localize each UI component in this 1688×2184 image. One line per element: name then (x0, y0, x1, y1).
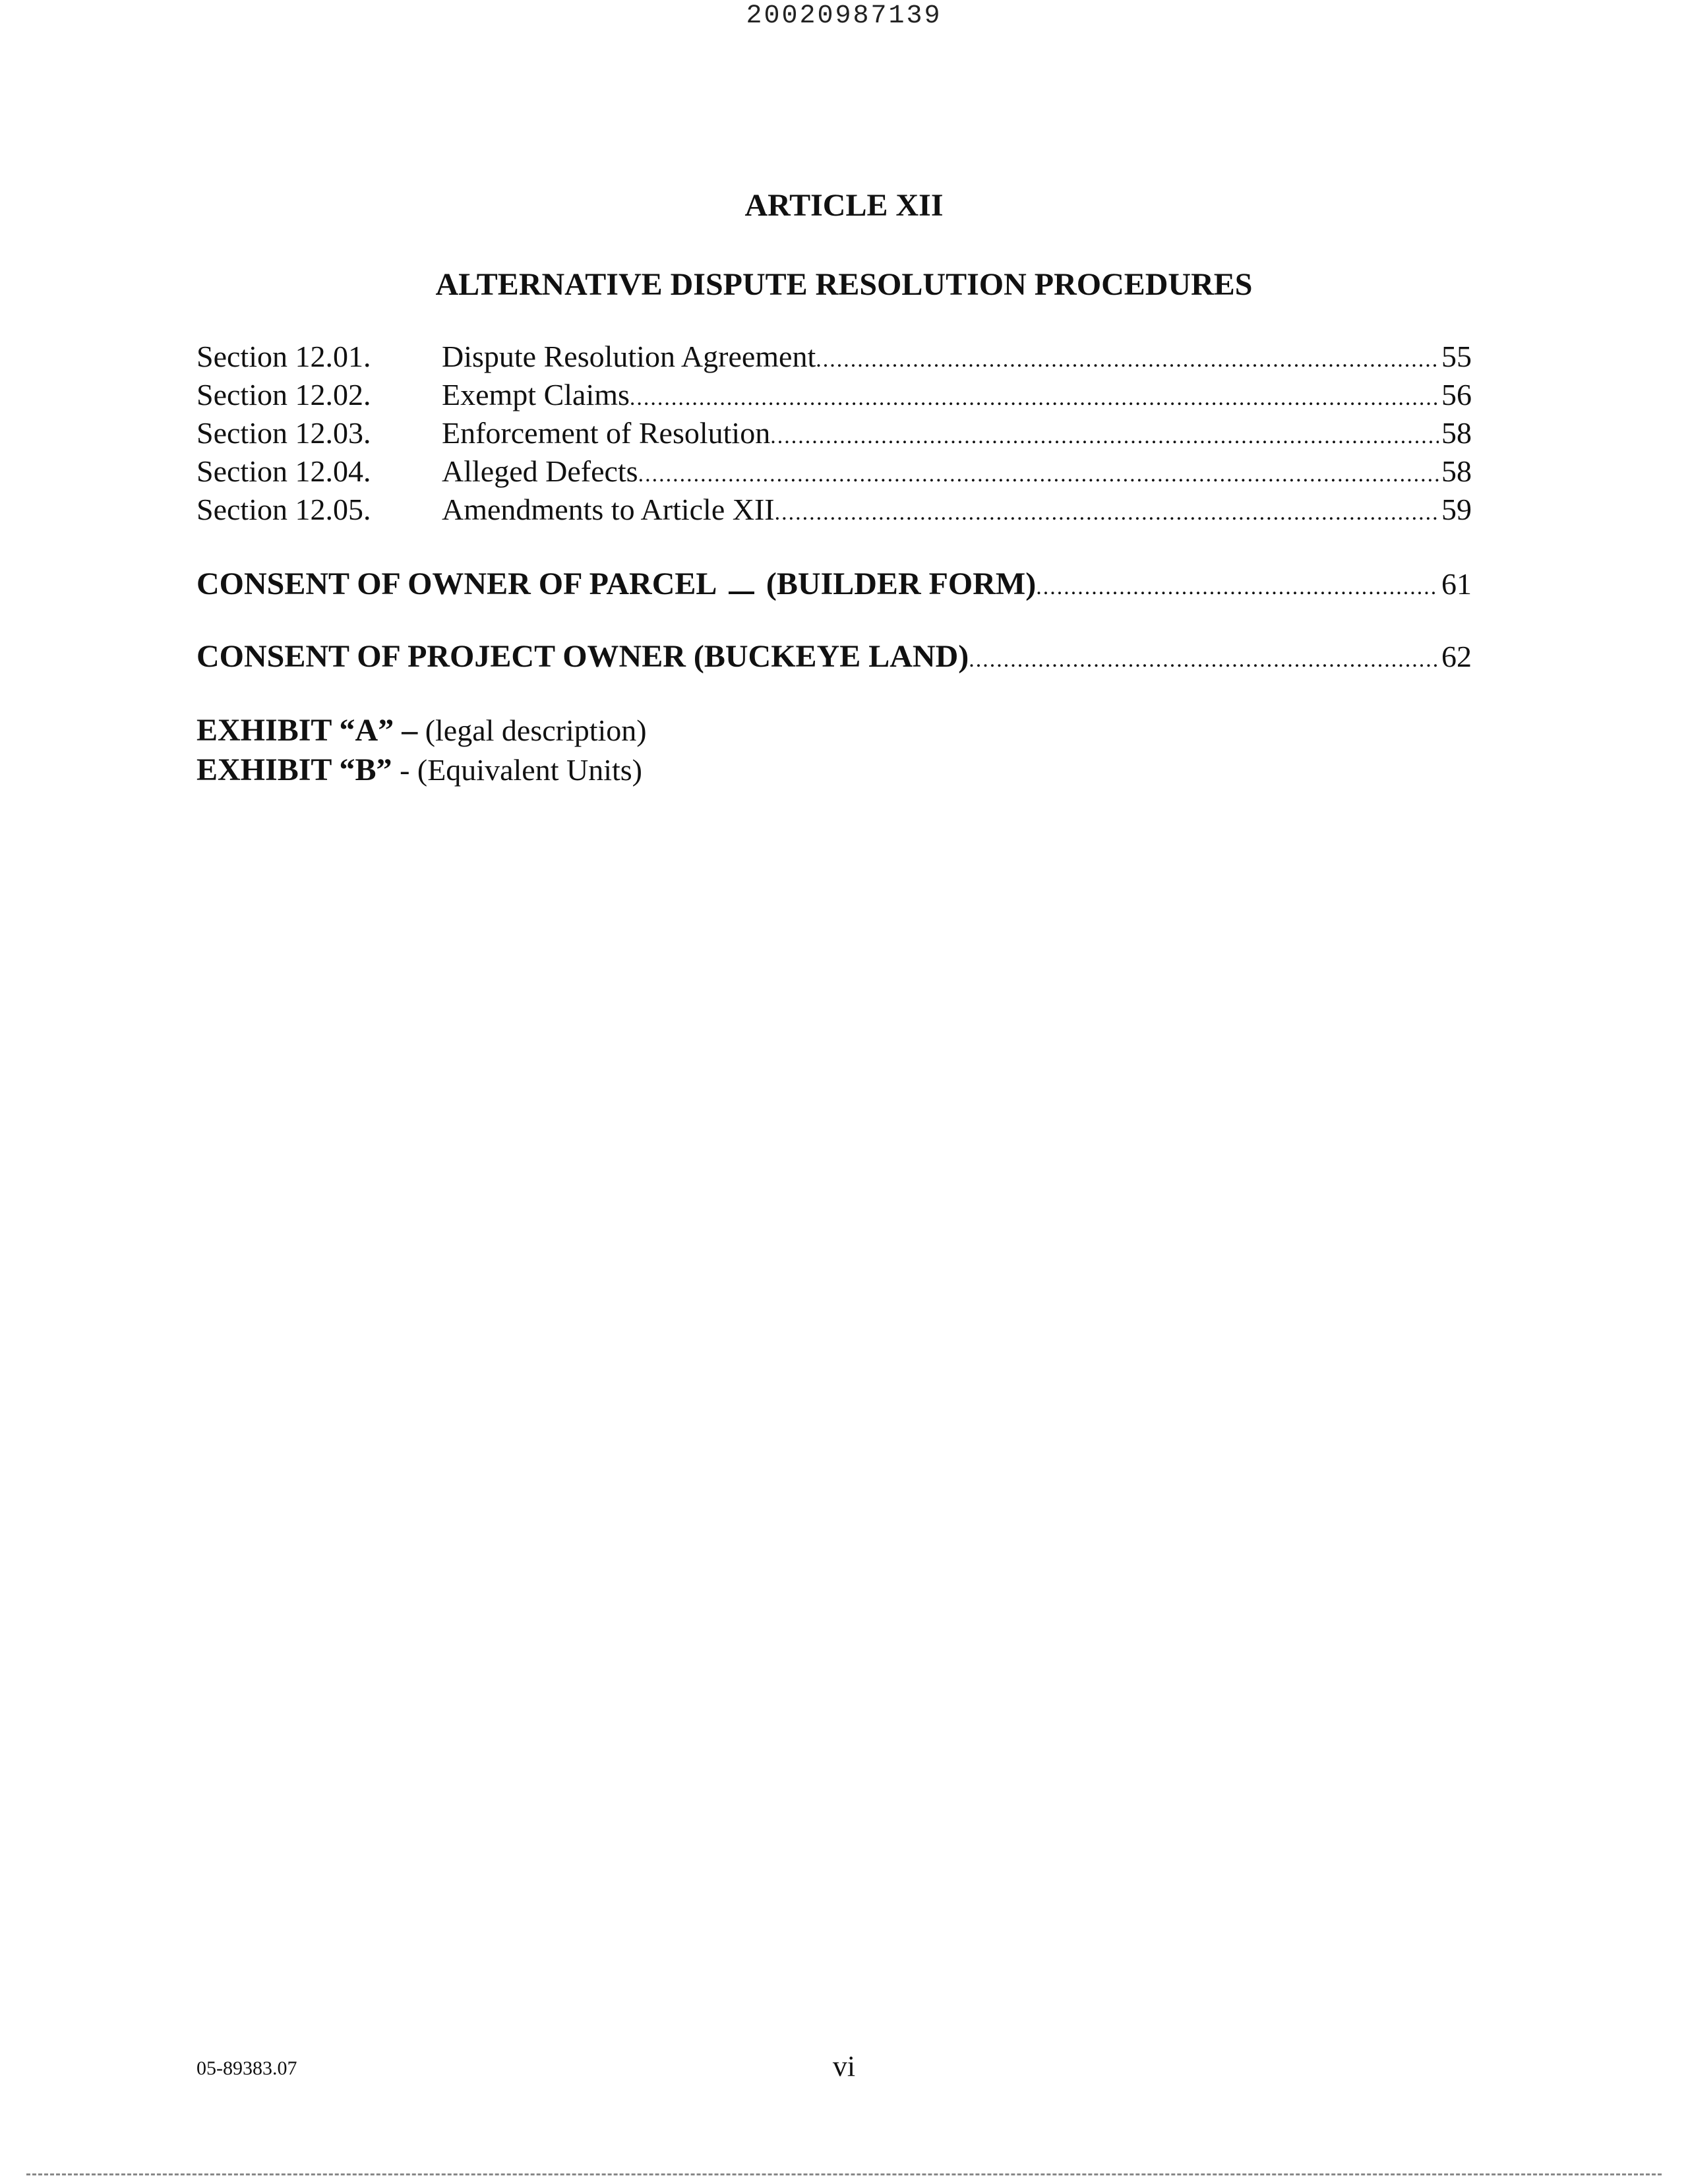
article-subtitle: ALTERNATIVE DISPUTE RESOLUTION PROCEDURES (435, 267, 1253, 302)
section-number: Section 12.01. (196, 340, 371, 373)
exhibit-dash: - (400, 753, 410, 787)
dot-leader (816, 341, 1439, 379)
page-number: 58 (1441, 416, 1472, 450)
section-number: Section 12.02. (196, 378, 371, 411)
toc-entry (196, 452, 1472, 491)
scan-edge-divider (26, 2173, 1662, 2175)
section-title: Amendments to Article XII (442, 493, 775, 526)
exhibit-label: EXHIBIT “B” (196, 752, 392, 787)
dot-leader (1036, 575, 1439, 600)
toc-entry (196, 338, 1472, 376)
dot-leader (630, 379, 1439, 417)
exhibit-b (196, 752, 642, 788)
exhibit-label: EXHIBIT “A” – (196, 713, 418, 748)
page-number: 59 (1441, 493, 1472, 526)
parcel-blank (729, 591, 754, 594)
consent-title: CONSENT OF OWNER OF PARCEL (196, 566, 717, 601)
section-title: Enforcement of Resolution (442, 416, 771, 450)
document-number: 20020987139 (746, 1, 942, 31)
page-number: 58 (1441, 454, 1472, 488)
toc-entry (196, 491, 1472, 529)
consent-title: CONSENT OF PROJECT OWNER (BUCKEYE LAND) (196, 639, 969, 674)
dot-leader (969, 648, 1439, 673)
section-title: Dispute Resolution Agreement (442, 340, 816, 373)
table-of-contents (196, 338, 1472, 529)
page-number: 55 (1441, 340, 1472, 373)
toc-entry (196, 376, 1472, 414)
footer-document-code: 05-89383.07 (196, 2057, 297, 2079)
page-number: 62 (1441, 640, 1472, 673)
exhibit-a (196, 712, 647, 748)
exhibit-description: (Equivalent Units) (417, 753, 642, 787)
dot-leader (770, 417, 1439, 456)
consent-project-owner-entry (196, 638, 1472, 675)
page-number: 56 (1441, 378, 1472, 411)
section-number: Section 12.04. (196, 454, 371, 488)
dot-leader (775, 494, 1439, 532)
article-title: ARTICLE XII (744, 188, 944, 223)
exhibit-description: (legal description) (425, 713, 647, 747)
section-number: Section 12.05. (196, 493, 371, 526)
dot-leader (638, 456, 1439, 494)
consent-form-type: (BUILDER FORM) (766, 566, 1037, 601)
section-number: Section 12.03. (196, 416, 371, 450)
page-number: 61 (1441, 567, 1472, 601)
toc-entry (196, 414, 1472, 452)
section-title: Alleged Defects (442, 454, 638, 488)
consent-owner-parcel-entry (196, 566, 1472, 602)
footer-page-number: vi (832, 2050, 856, 2082)
section-title: Exempt Claims (442, 378, 630, 411)
